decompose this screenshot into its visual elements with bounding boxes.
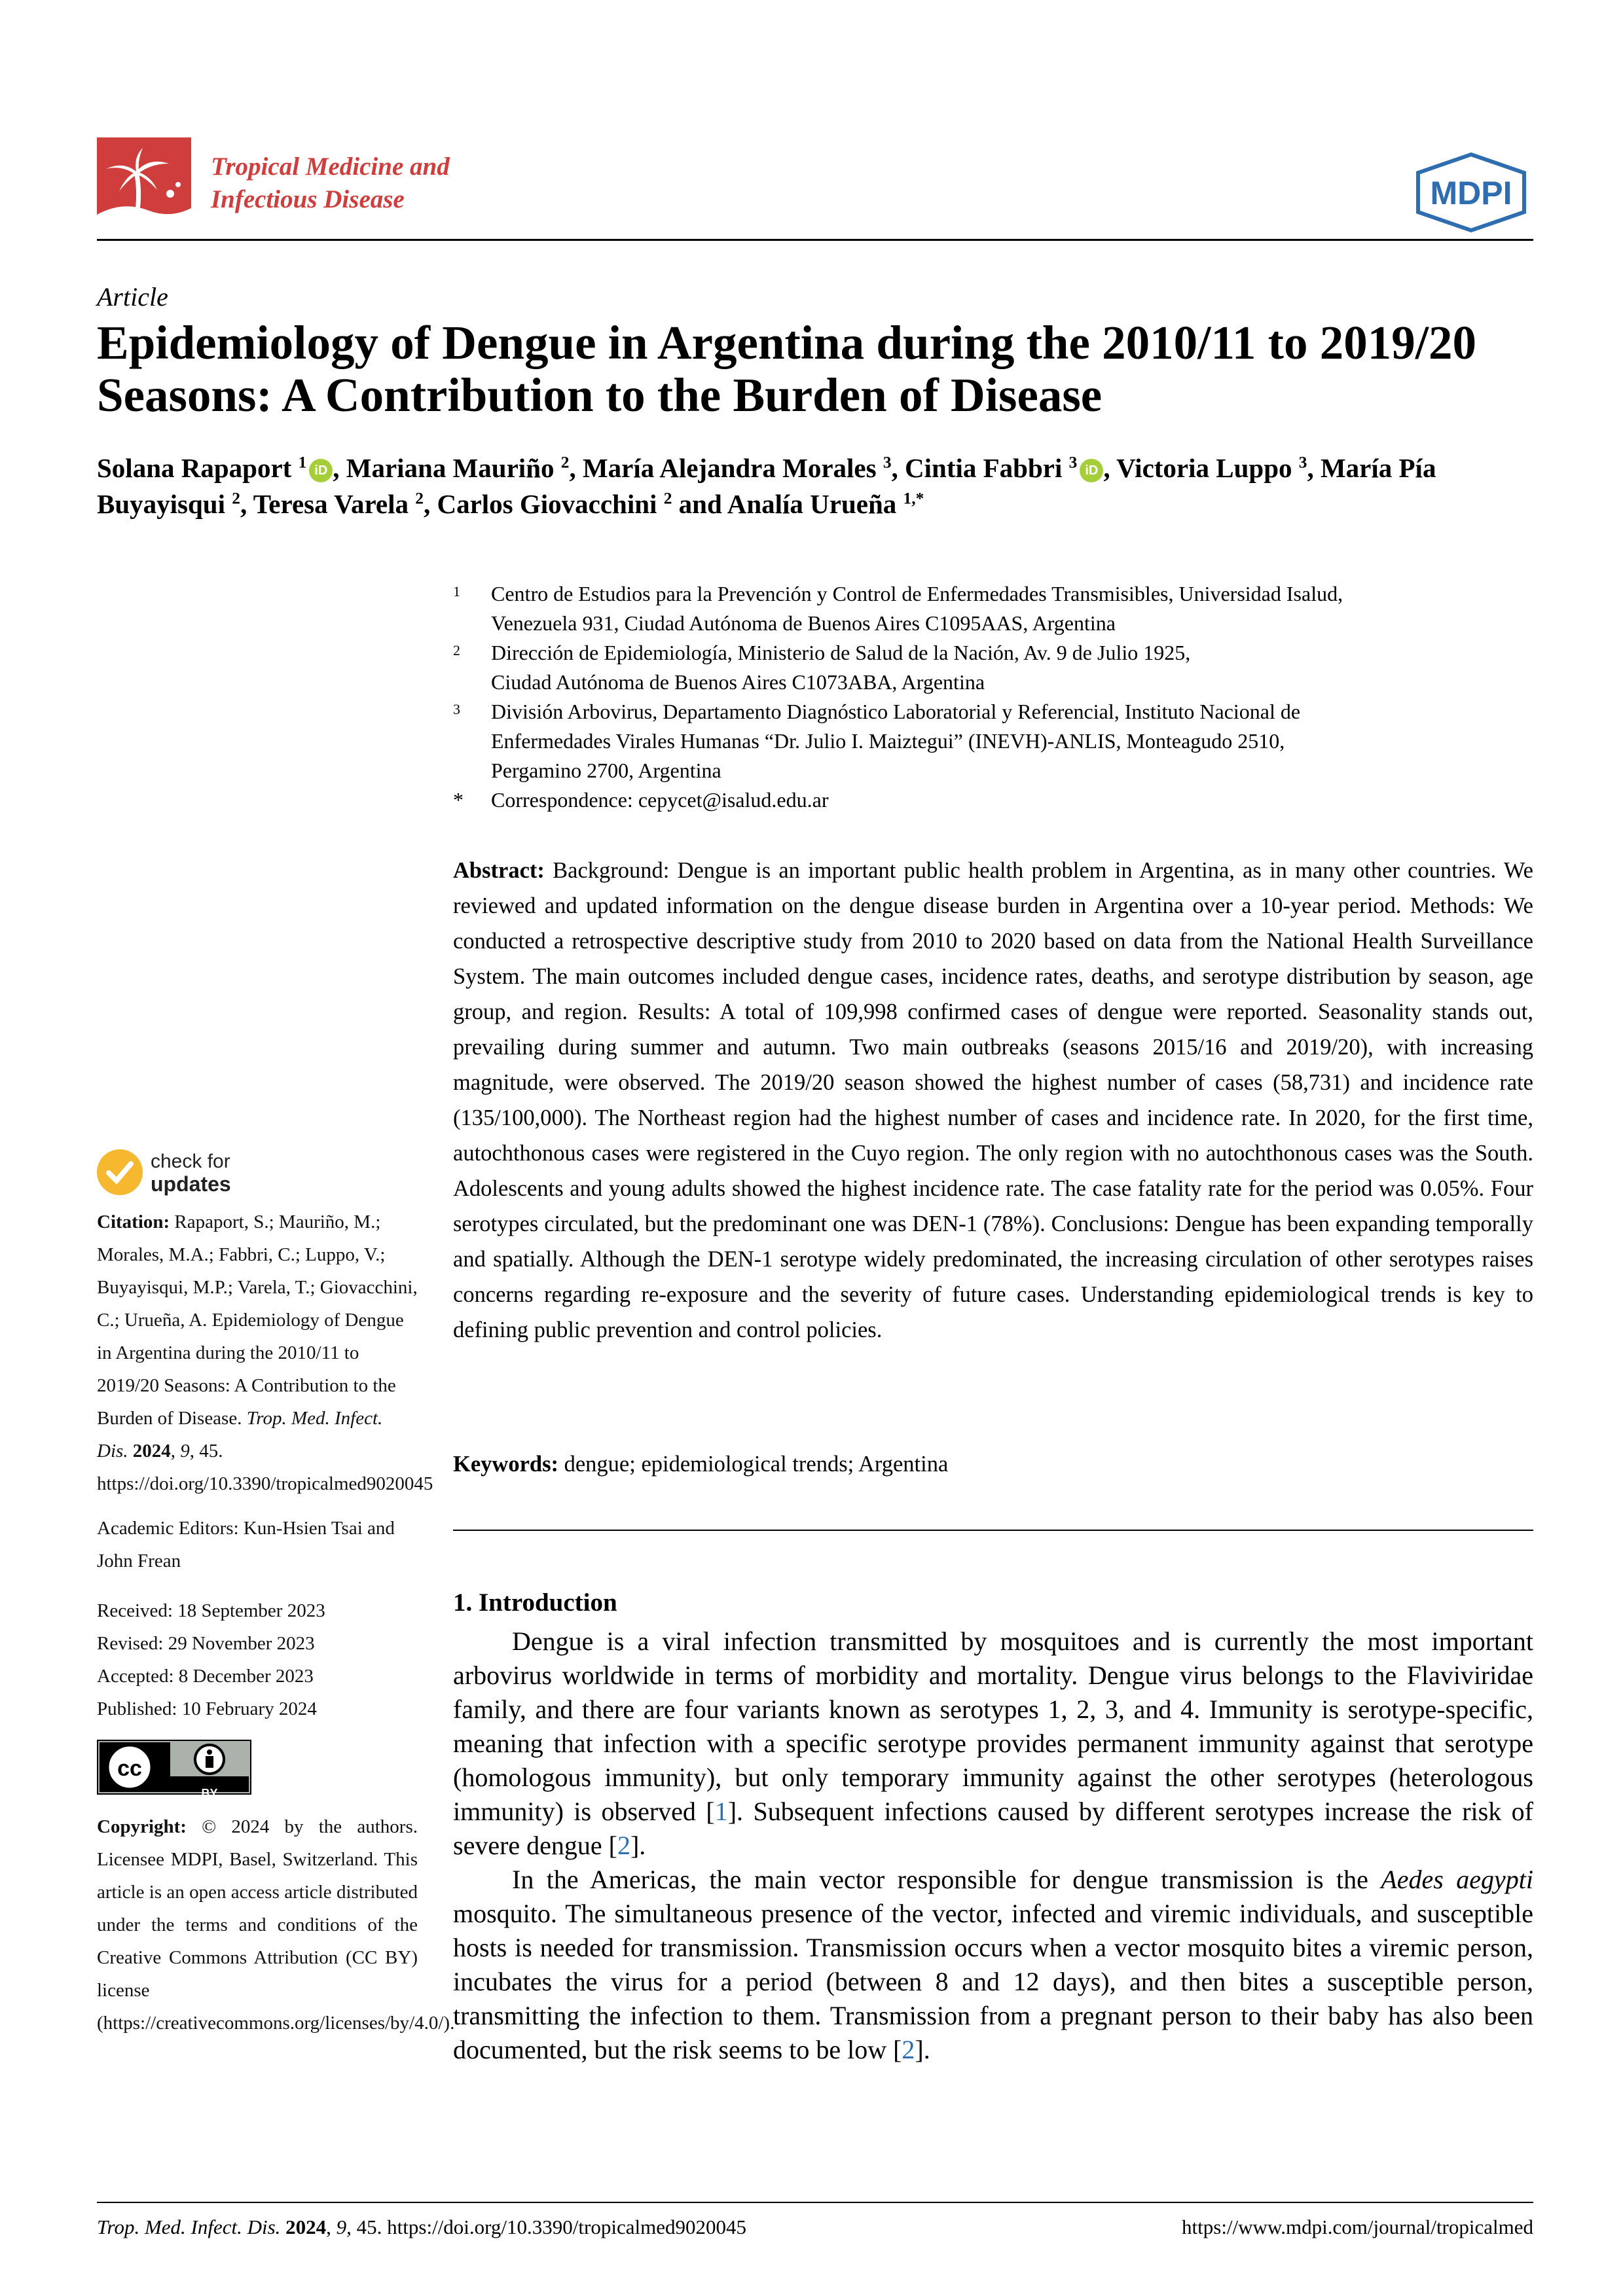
palm-tree-icon bbox=[97, 137, 191, 232]
author-affiliation-mark: 2 bbox=[232, 489, 240, 508]
author-affiliation-mark: 1,* bbox=[903, 489, 924, 508]
reference-link[interactable]: 1 bbox=[714, 1797, 728, 1826]
correspondence-mark: * bbox=[453, 788, 464, 812]
affiliation-line: División Arbovirus, Departamento Diagnóstico Laboratorial y Referencial, Instituto Nacional de bbox=[491, 700, 1301, 723]
author-name: Analía Urueña bbox=[727, 489, 903, 519]
author-name: María Alejandra Morales bbox=[582, 453, 883, 483]
introduction-body bbox=[453, 1624, 1533, 2067]
affiliation-line: Enfermedades Virales Humanas “Dr. Julio I. Maiztegui” (INEVH)-ANLIS, Monteagudo 2510, bbox=[491, 729, 1285, 753]
journal-logo bbox=[97, 137, 191, 232]
correspondence bbox=[453, 785, 1533, 815]
affiliation-line: Centro de Estudios para la Prevención y Control de Enfermedades Transmisibles, Universidad Isalud, bbox=[491, 582, 1343, 605]
author-name: Mariana Mauriño bbox=[346, 453, 561, 483]
abstract-label: Abstract: bbox=[453, 858, 545, 883]
affiliation-line: Dirección de Epidemiología, Ministerio de Salud de la Nación, Av. 9 de Julio 1925, bbox=[491, 641, 1191, 664]
footer-journal-url[interactable]: https://www.mdpi.com/journal/tropicalmed bbox=[1182, 2215, 1533, 2238]
affiliation bbox=[453, 579, 1533, 638]
author-separator: , bbox=[1307, 453, 1321, 483]
footer-rule bbox=[97, 2202, 1533, 2203]
author-affiliation-mark: 3 bbox=[883, 453, 892, 472]
sidebar-metadata bbox=[97, 1206, 455, 2039]
check-for-updates-badge[interactable] bbox=[97, 1147, 267, 1202]
author-name: Victoria Luppo bbox=[1116, 453, 1299, 483]
author-name: Teresa Varela bbox=[253, 489, 416, 519]
article-type: Article bbox=[97, 282, 168, 312]
journal-name bbox=[211, 151, 450, 216]
revised-date: Revised: 29 November 2023 bbox=[97, 1633, 315, 1654]
author-affiliation-mark: 2 bbox=[415, 489, 424, 508]
citation-volume: 9 bbox=[180, 1441, 190, 1462]
keywords-label: Keywords: bbox=[453, 1452, 558, 1477]
abstract-text: Background: Dengue is an important public health problem in Argentina, as in many other countries. We reviewed and updated information on the dengue disease burden in Argentina over a 10-year period. Methods: We conducted a retrospective descriptive study from 2010 to 2020 based on data from the National Health Surveillance System. The main outcomes included dengue cases, incidence rates, deaths, and serotype distribution by season, age group, and region. Results: A total of 109,998 confirmed cases of dengue were reported. Seasonality stands out, prevailing during summer and autumn. Two main outbreaks (seasons 2015/16 and 2019/20), with increasing magnitude, were observed. The 2019/20 season showed the highest number of cases (58,731) and incidence rate (135/100,000). The Northeast region had the highest number of cases and incidence rate. In 2020, for the first time, autochthonous cases were registered in the Cuyo region. The only region with no autochthonous cases was the South. Adolescents and young adults showed the highest incidence rate. The case fatality rate for the period was 0.05%. Four serotypes circulated, but the predominant one was DEN-1 (78%). Conclusions: Dengue has been expanding temporally and spatially. Although the DEN-1 serotype widely predominated, the increasing circulation of other serotypes raises concerns regarding re-exposure and the severity of future cases. Understanding epidemiological trends is key to defining public prevention and control policies. bbox=[453, 858, 1533, 1342]
footer-citation: Trop. Med. Infect. Dis. 2024, 9, 45. https://doi.org/10.3390/tropicalmed9020045 bbox=[97, 2215, 746, 2238]
affiliations bbox=[453, 579, 1533, 815]
keywords-text: dengue; epidemiological trends; Argentina bbox=[564, 1452, 949, 1477]
journal-name-line1: Tropical Medicine and bbox=[211, 152, 450, 181]
citation-year: 2024 bbox=[132, 1441, 171, 1462]
updates-label: updates bbox=[151, 1172, 231, 1196]
publisher-logo-text: MDPI bbox=[1430, 175, 1512, 211]
author-separator: , bbox=[1103, 453, 1117, 483]
author-separator: and bbox=[672, 489, 727, 519]
citation-doi[interactable]: , 45. https://doi.org/10.3390/tropicalmed9020045 bbox=[97, 1441, 433, 1494]
svg-text:cc: cc bbox=[117, 1756, 142, 1781]
footer-doi[interactable]: , 45. https://doi.org/10.3390/tropicalmed9020045 bbox=[346, 2215, 746, 2238]
author-affiliation-mark: 2 bbox=[663, 489, 672, 508]
text-run: ]. bbox=[630, 1831, 646, 1860]
citation: Citation: Rapaport, S.; Mauriño, M.; Morales, M.A.; Fabbri, C.; Luppo, V.; Buyayisqui, M.P.; Varela, T.; Giovacchini, C.; Urueña, A. Epidemiology of Dengue in Argentina during the 2010/11 to 2019/20 Seasons: A Contribution to the Burden of Disease. Trop. Med. Infect. Dis. 2024, 9, 45. https://doi.org/10.3390/tropicalmed9020045 bbox=[97, 1211, 433, 1494]
header-rule bbox=[97, 239, 1533, 241]
received-date: Received: 18 September 2023 bbox=[97, 1600, 325, 1621]
accepted-date: Accepted: 8 December 2023 bbox=[97, 1666, 314, 1687]
text-run: Dengue is a viral infection transmitted by mosquitoes and is currently the most important arbovirus worldwide in terms of morbidity and mortality. Dengue virus belongs to the Flaviviridae family, and there are four variants known as serotypes 1, 2, 3, and 4. Immunity is serotype-specific, meaning that infection with a specific serotype provides permanent immunity against that serotype (homologous immunity), but only temporary immunity against the other serotypes (heterologous immunity) is observed [ bbox=[453, 1626, 1533, 1826]
keywords bbox=[453, 1446, 1533, 1482]
author-name: Carlos Giovacchini bbox=[437, 489, 664, 519]
orcid-icon[interactable]: iD bbox=[309, 459, 333, 482]
affiliation-number: 2 bbox=[453, 642, 460, 658]
academic-editors: Academic Editors: Kun-Hsien Tsai and John Frean bbox=[97, 1518, 395, 1571]
check-for-label: check for bbox=[151, 1151, 230, 1172]
citation-label: Citation: bbox=[97, 1211, 170, 1232]
species-name: Aedes aegypti bbox=[1381, 1865, 1534, 1894]
correspondence-text[interactable]: Correspondence: cepycet@isalud.edu.ar bbox=[491, 788, 829, 812]
orcid-icon[interactable]: iD bbox=[1080, 459, 1103, 482]
publication-dates bbox=[97, 1594, 418, 1725]
text-run: mosquito. The simultaneous presence of the vector, infected and viremic individuals, and susceptible hosts is needed for transmission. Transmission occurs when a vector mosquito bites a viremic person, incubates the virus for a period (between 8 and 12 days), and then bites a susceptible person, transmitting the infection to them. Transmission from a pregnant person to their baby has also been documented, but the risk seems to be low [ bbox=[453, 1899, 1533, 2064]
author-affiliation-mark: 3 bbox=[1298, 453, 1307, 472]
author-affiliation-mark: 3 bbox=[1068, 453, 1078, 472]
copyright bbox=[97, 1810, 455, 2039]
author-affiliation-mark: 1 bbox=[298, 453, 307, 472]
author-name: Cintia Fabbri bbox=[905, 453, 1069, 483]
paper-title: Epidemiology of Dengue in Argentina during the 2010/11 to 2019/20 Seasons: A Contribution to the Burden of Disease bbox=[97, 316, 1477, 422]
affiliation-line: Venezuela 931, Ciudad Autónoma de Buenos Aires C1095AAS, Argentina bbox=[491, 611, 1116, 635]
text-run: ]. bbox=[915, 2035, 930, 2064]
footer-volume: 9 bbox=[336, 2215, 347, 2238]
section-heading-introduction: 1. Introduction bbox=[453, 1588, 617, 1617]
affiliation bbox=[453, 638, 1533, 697]
paragraph bbox=[453, 1624, 1533, 1863]
author-affiliation-mark: 2 bbox=[560, 453, 570, 472]
affiliation bbox=[453, 697, 1533, 785]
citation-journal: Trop. Med. Infect. Dis. bbox=[97, 1408, 383, 1462]
copyright-label: Copyright: bbox=[97, 1816, 187, 1837]
publisher-logo bbox=[1412, 152, 1531, 233]
text-run: ]. Subsequent infections caused by different serotypes increase the risk of severe dengue [ bbox=[453, 1797, 1533, 1860]
cc-by-license-badge[interactable] bbox=[97, 1740, 251, 1800]
reference-link[interactable]: 2 bbox=[617, 1831, 630, 1860]
citation-text: Rapaport, S.; Mauriño, M.; Morales, M.A.; Fabbri, C.; Luppo, V.; Buyayisqui, M.P.; Varela, T.; Giovacchini, C.; Urueña, A. Epidemiology of Dengue in Argentina during the 2010/11 to 2019/20 Seasons: A Contribution to the Burden of Disease. bbox=[97, 1211, 418, 1429]
author-name: Solana Rapaport bbox=[97, 453, 299, 483]
affiliation-line: Ciudad Autónoma de Buenos Aires C1073ABA, Argentina bbox=[491, 670, 985, 694]
author-separator: , bbox=[891, 453, 905, 483]
affiliation-number: 1 bbox=[453, 583, 460, 600]
published-date: Published: 10 February 2024 bbox=[97, 1698, 317, 1719]
section-divider bbox=[453, 1530, 1533, 1531]
author-list bbox=[97, 450, 1533, 522]
affiliation-line: Pergamino 2700, Argentina bbox=[491, 759, 721, 782]
author-separator: , bbox=[240, 489, 253, 519]
paragraph bbox=[453, 1863, 1533, 2067]
copyright-text: © 2024 by the authors. Licensee MDPI, Basel, Switzerland. This article is an open access article distributed under the terms and conditions of the Creative Commons Attribution (CC BY) license (https://creativecommons.org/licenses/by/4.0/). bbox=[97, 1816, 455, 2034]
cc-by-label: BY bbox=[201, 1787, 218, 1800]
reference-link[interactable]: 2 bbox=[902, 2035, 915, 2064]
affiliation-number: 3 bbox=[453, 701, 460, 717]
author-name: María Pía Buyayisqui bbox=[97, 453, 1436, 519]
text-run: In the Americas, the main vector responsible for dengue transmission is the bbox=[512, 1865, 1381, 1894]
footer-journal: Trop. Med. Infect. Dis. bbox=[97, 2215, 281, 2238]
author-separator: , bbox=[569, 453, 583, 483]
checkmark-icon bbox=[97, 1149, 143, 1195]
abstract bbox=[453, 853, 1533, 1348]
journal-name-line2: Infectious Disease bbox=[211, 185, 405, 213]
author-separator: , bbox=[333, 453, 346, 483]
footer-year: 2024 bbox=[285, 2215, 327, 2238]
author-separator: , bbox=[423, 489, 437, 519]
